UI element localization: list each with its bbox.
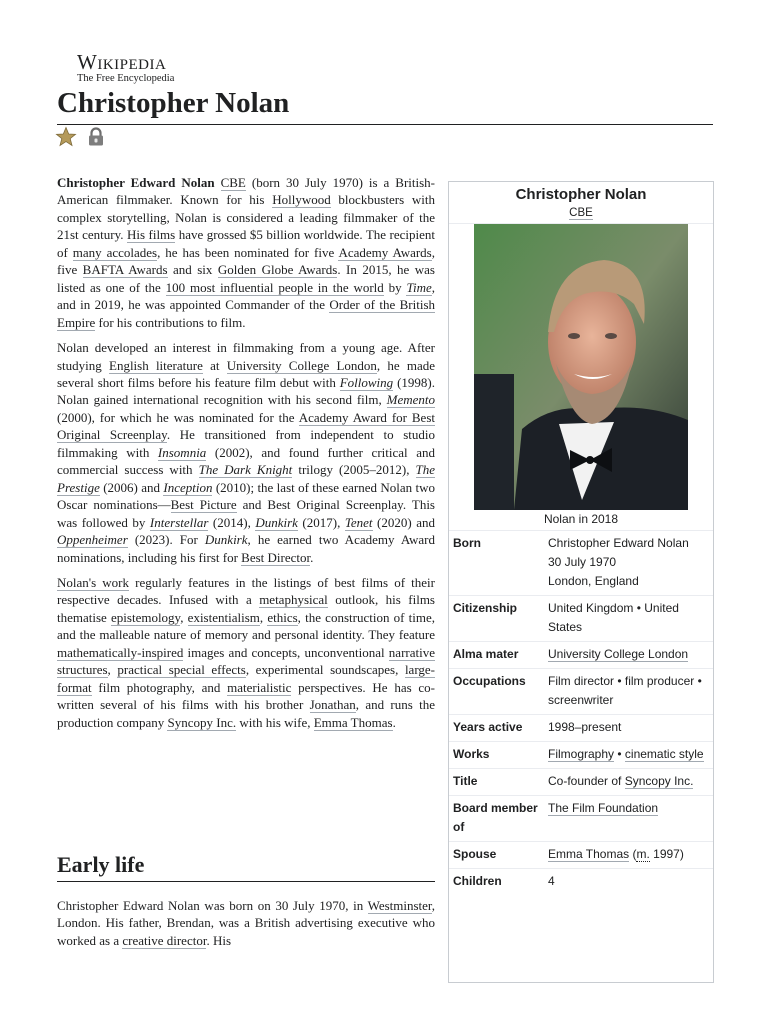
infobox-row-title: Title Co-founder of Syncopy Inc. [449,768,713,795]
jonathan-link[interactable]: Jonathan [309,697,356,713]
golden-globe-link[interactable]: Golden Globe Awards [217,262,338,278]
english-literature-link[interactable]: English literature [109,357,203,373]
lead-paragraph-3: Nolan's work regularly features in the listings of best films of their respective decades. Infused with a metaphysical outlook, his films thematise epistemology, existentialism, ethics, the construction of time, and the malleable nature of memory and personal identity. They feature mathematically-inspired images and concepts, unconventional narrative structures, practical special effects, experimental soundscapes, large-format film photography, and materialistic perspectives. He has co-written several of his films with his brother Jonathan, and runs the production company Syncopy Inc. with his wife, Emma Thomas. [57,574,436,730]
infobox-row-occupations: Occupations Film director • film producer • screenwriter [449,668,713,714]
alma-mater-link[interactable]: University College London [548,647,689,661]
ucl-link[interactable]: University College London [226,357,377,373]
infobox-row-citizenship: Citizenship United Kingdom • United States [449,595,713,641]
epistemology-link[interactable]: epistemology [111,609,181,625]
spouse-link[interactable]: Emma Thomas [548,847,630,861]
portrait-photo[interactable] [474,224,688,510]
photo-caption: Nolan in 2018 [543,512,619,526]
metaphysical-link[interactable]: metaphysical [259,592,328,608]
emma-thomas-link[interactable]: Emma Thomas [313,714,393,730]
narrative-link[interactable]: narrative structures [57,644,435,678]
subject-name: Christopher Edward Nolan [57,175,215,190]
academy-awards-link[interactable]: Academy Awards [338,244,432,260]
page-status-icons [55,126,107,148]
infobox-honorific [449,207,713,219]
bafta-link[interactable]: BAFTA Awards [82,262,168,278]
creative-director-link[interactable]: creative director [122,932,207,948]
oppenheimer-link[interactable]: Oppenheimer [57,532,128,548]
syncopy-infobox-link[interactable]: Syncopy Inc. [624,774,694,788]
ethics-link[interactable]: ethics [267,609,298,625]
time-link[interactable]: Time [406,279,432,295]
filmography-link[interactable]: Filmography [548,747,615,761]
lead-paragraph-2: Nolan developed an interest in filmmaking from a young age. After studying English literature at University College London, he made several short films before his feature film debut with Following (1998). Nolan gained international recognition with his second film, Memento (2000), for which he was nominated for the Academy Award for Best Original Screenplay. He transitioned from independent to studio filmmaking with Insomnia (2002), and found further critical and commercial success with The Dark Knight trilogy (2005–2012), The Prestige (2006) and Inception (2010); the last of these earned Nolan two Oscar nominations—Best Picture and Best Original Screenplay. This was followed by Interstellar (2014), Dunkirk (2017), Tenet (2020) and Oppenheimer (2023). For Dunkirk, he earned two Academy Award nominations, including his first for Best Director. [57,340,436,565]
dunkirk-link[interactable]: Dunkirk [255,514,298,530]
westminster-link[interactable]: Westminster [367,898,432,913]
materialistic-link[interactable]: materialistic [227,679,292,695]
accolades-link[interactable]: many accolades [72,244,158,260]
infobox-row-board: Board member of The Film Foundation [449,795,713,841]
wikipedia-logo[interactable] [77,52,174,85]
large-format-link[interactable]: large-format [57,662,436,695]
section-heading-early-life: Early life [57,852,145,877]
award-bos-link[interactable]: Academy Award for Best Original Screenplay [57,409,436,443]
tenet-link[interactable]: Tenet [344,514,373,530]
hollywood-link[interactable]: Hollywood [272,192,331,208]
insomnia-link[interactable]: Insomnia [157,444,207,460]
prestige-link[interactable]: The Prestige [57,462,435,495]
inception-link[interactable]: Inception [163,479,213,495]
infobox-row-years-active: Years active 1998–present [449,714,713,741]
featured-star-icon[interactable] [55,126,77,148]
math-link[interactable]: mathematically-inspired [57,644,184,660]
infobox-row-alma-mater: Alma mater University College London [449,641,713,668]
obe-link[interactable]: Order of the British Empire [57,297,436,330]
article-lead [57,174,435,739]
page-title: Christopher Nolan [57,87,290,119]
lead-paragraph-1: Christopher Edward Nolan CBE (born 30 July 1970) is a British-American filmmaker. Known for his Hollywood blockbusters with complex storytelling, Nolan is considered a leading filmmaker of the 21st century. His films have grossed $5 billion worldwide. The recipient of many accolades, he has been nominated for five Academy Awards, five BAFTA Awards and six Golden Globe Awards. In 2015, he was listed as one of the 100 most influential people in the world by Time, and in 2019, he was appointed Commander of the Order of the British Empire for his contributions to film. [57,175,436,330]
practical-effects-link[interactable]: practical special effects [117,662,246,678]
dark-knight-link[interactable]: The Dark Knight [198,462,293,478]
section-divider [57,881,435,882]
title-divider [57,124,713,125]
infobox-row-born: Born Christopher Edward Nolan 30 July 1970 London, England [449,530,713,595]
memento-link[interactable]: Memento [386,392,435,408]
best-picture-link[interactable]: Best Picture [170,497,237,513]
tagline: The Free Encyclopedia [77,73,175,84]
wordmark: Wikipedia [77,50,167,74]
existentialism-link[interactable]: existentialism [187,609,260,625]
infobox-title: Christopher Nolan [515,186,647,203]
syncopy-link[interactable]: Syncopy Inc. [167,714,237,730]
following-link[interactable]: Following [339,374,394,390]
influential-link[interactable]: 100 most influential people in the world [165,279,384,295]
cbe-link[interactable]: CBE [220,175,246,190]
cinematic-style-link[interactable]: cinematic style [624,747,704,761]
film-foundation-link[interactable]: The Film Foundation [548,801,659,815]
infobox [448,181,714,983]
married-abbr[interactable]: m. [636,847,650,861]
early-life-text: Christopher Edward Nolan was born on 30 July 1970, in Westminster, London. His father, Brendan, was a British advertising executive who worked as a creative director. His [57,898,435,948]
infobox-cbe-link[interactable]: CBE [569,207,593,219]
lock-icon[interactable] [85,126,107,148]
infobox-row-spouse: Spouse Emma Thomas (m. 1997) [449,841,713,868]
his-films-link[interactable]: His films [126,227,176,243]
interstellar-link[interactable]: Interstellar [149,514,209,530]
best-director-link[interactable]: Best Director [241,549,311,565]
infobox-row-children: Children 4 [449,868,713,895]
nolans-work-link[interactable]: Nolan's work [57,574,130,590]
infobox-row-works: Works Filmography • cinematic style [449,741,713,768]
